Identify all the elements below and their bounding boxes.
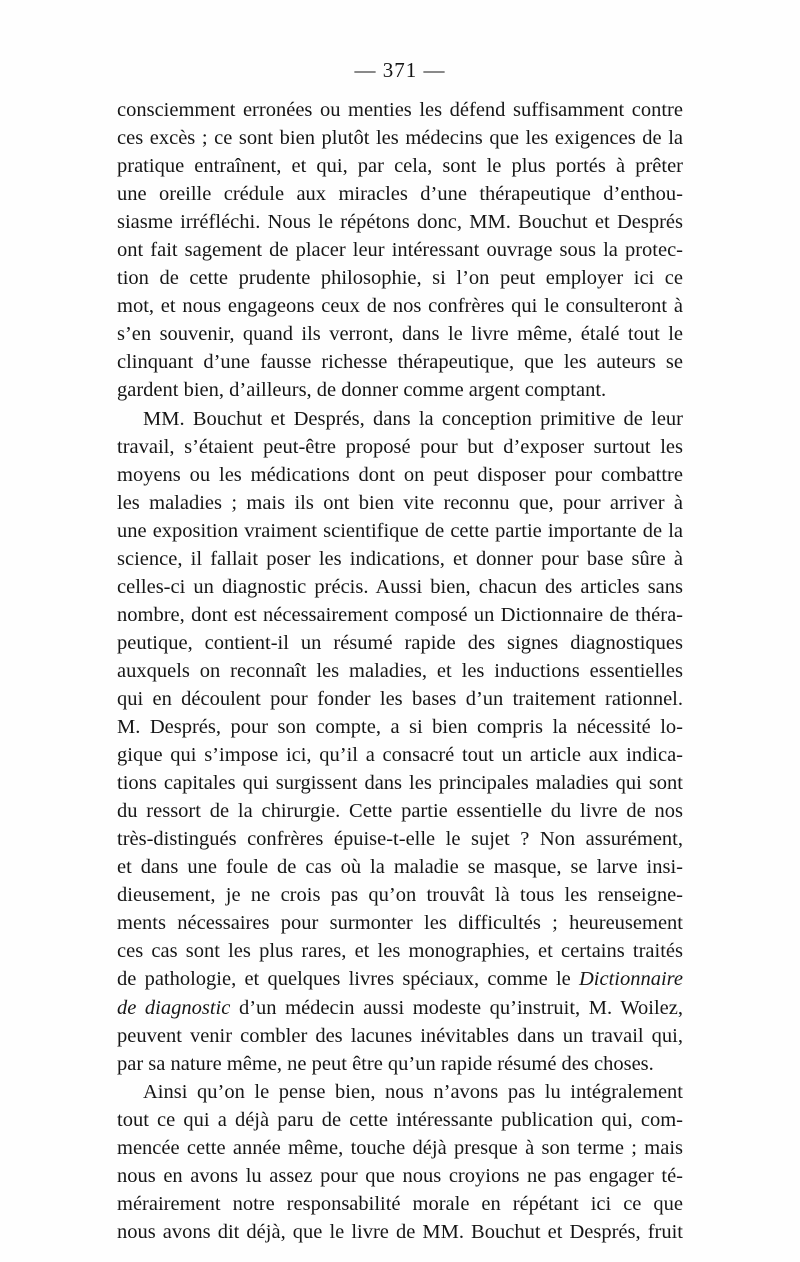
- body-text: [117, 96, 683, 1246]
- paragraph-2: [117, 405, 683, 1078]
- text-line: clinquant d’une fausse richesse thérapeutique, que les auteurs se: [117, 351, 683, 374]
- text-line: ces excès ; ce sont bien plutôt les médecins que les exigences de la: [117, 127, 683, 150]
- text-line: consciemment erronées ou menties les défend suffisamment contre: [117, 99, 683, 121]
- text-line: [117, 994, 683, 1022]
- text-line: dieusement, je ne crois pas qu’on trouvât là tous les renseigne-: [117, 884, 683, 907]
- text-line: [117, 965, 683, 993]
- text-line: une oreille crédule aux miracles d’une thérapeutique d’enthou-: [117, 183, 683, 206]
- text-line: siasme irréfléchi. Nous le répétons donc, MM. Bouchut et Després: [117, 211, 683, 234]
- text-line: mot, et nous engageons ceux de nos confrères qui le consulteront à: [117, 295, 683, 318]
- text-line: tions capitales qui surgissent dans les principales maladies qui sont: [117, 772, 683, 795]
- text-line: gique qui s’impose ici, qu’il a consacré tout un article aux indica-: [117, 744, 683, 767]
- text-line: M. Després, pour son compte, a si bien compris la nécessité lo-: [117, 716, 683, 739]
- italic-title: Dictionnaire: [579, 968, 684, 991]
- text-line: mérairement notre responsabilité morale en répétant ici ce que: [117, 1192, 683, 1215]
- text-fragment: d’un médecin aussi modeste qu’instruit, M. Woilez,: [238, 996, 684, 1019]
- text-line: ments nécessaires pour surmonter les difficultés ; heureusement: [117, 912, 683, 935]
- italic-title: de diagnostic: [117, 996, 231, 1019]
- text-line: gardent bien, d’ailleurs, de donner comme argent comptant.: [117, 379, 607, 402]
- text-line: travail, s’étaient peut-être proposé pour but d’exposer surtout les: [117, 435, 683, 458]
- text-line: mencée cette année même, touche déjà presque à son terme ; mais: [117, 1136, 683, 1159]
- paragraph-1: [117, 96, 683, 405]
- page-number: — 371 —: [354, 58, 446, 82]
- text-line: et dans une foule de cas où la maladie se masque, se larve insi-: [117, 856, 683, 879]
- text-line: qui en découlent pour fonder les bases d’un traitement rationnel.: [117, 687, 683, 710]
- text-line: les maladies ; mais ils ont bien vite reconnu que, pour arriver à: [117, 491, 683, 514]
- text-line: très-distingués confrères épuise-t-elle le sujet ? Non assurément,: [117, 828, 683, 851]
- text-line: tout ce qui a déjà paru de cette intéressante publication qui, com-: [117, 1108, 683, 1131]
- text-line: peutique, contient-il un résumé rapide des signes diagnostiques: [117, 631, 683, 654]
- text-line: une exposition vraiment scientifique de cette partie importante de la: [117, 519, 683, 542]
- text-line: MM. Bouchut et Després, dans la conception primitive de leur: [143, 407, 683, 430]
- text-line: moyens ou les médications dont on peut disposer pour combattre: [117, 463, 683, 486]
- text-line: nombre, dont est nécessairement composé un Dictionnaire de théra-: [117, 603, 683, 626]
- text-fragment: de pathologie, et quelques livres spéciaux, comme le: [117, 968, 571, 991]
- text-line: ces cas sont les plus rares, et les monographies, et certains traités: [117, 940, 683, 963]
- text-line: du ressort de la chirurgie. Cette partie essentielle du livre de nos: [117, 800, 683, 823]
- text-line: s’en souvenir, quand ils verront, dans le livre même, étalé tout le: [117, 323, 683, 346]
- text-line: ont fait sagement de placer leur intéressant ouvrage sous la protec-: [117, 239, 683, 262]
- text-line: par sa nature même, ne peut être qu’un rapide résumé des choses.: [117, 1052, 654, 1075]
- text-line: pratique entraînent, et qui, par cela, sont le plus portés à prêter: [117, 155, 683, 178]
- text-line: celles-ci un diagnostic précis. Aussi bien, chacun des articles sans: [117, 575, 683, 598]
- text-line: nous en avons lu assez pour que nous croyions ne pas engager té-: [117, 1164, 683, 1187]
- text-line: science, il fallait poser les indications, et donner pour base sûre à: [117, 547, 683, 570]
- text-line: nous avons dit déjà, que le livre de MM. Bouchut et Després, fruit: [117, 1220, 683, 1243]
- text-line: auxquels on reconnaît les maladies, et les inductions essentielles: [117, 659, 683, 682]
- paragraph-3: [117, 1078, 683, 1246]
- text-line: Ainsi qu’on le pense bien, nous n’avons pas lu intégralement: [143, 1080, 683, 1103]
- text-line: peuvent venir combler des lacunes inévitables dans un travail qui,: [117, 1024, 683, 1047]
- text-line: tion de cette prudente philosophie, si l’on peut employer ici ce: [117, 267, 683, 290]
